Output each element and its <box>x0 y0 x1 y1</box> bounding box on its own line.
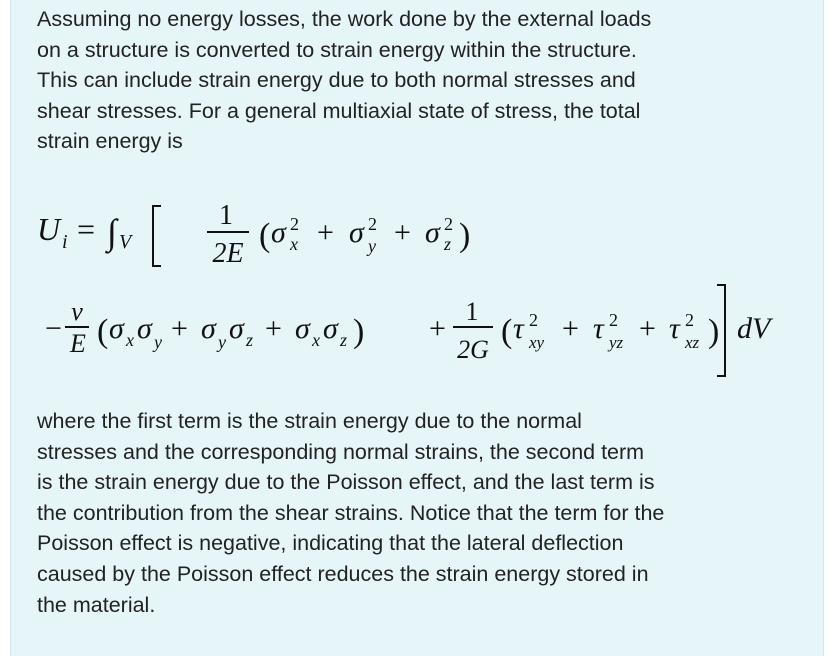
text-line: shear stresses. For a general multiaxial state of stress, the total <box>37 98 641 123</box>
plus-op: + <box>394 216 411 249</box>
intro-paragraph <box>37 4 807 157</box>
subscript: z <box>340 330 348 350</box>
subscript: y <box>154 332 162 352</box>
tau-xz-sub: xz <box>685 333 700 352</box>
plus-op: + <box>562 312 579 345</box>
term2-sign: − <box>45 312 62 345</box>
strain-energy-equation <box>11 180 825 390</box>
tau-xz-sup: 2 <box>685 310 694 330</box>
integral-sign: ∫ <box>107 212 117 252</box>
subscript: x <box>126 330 134 350</box>
text-line: strain energy is <box>37 129 183 154</box>
paren-close: ) <box>353 313 365 350</box>
eq-equals: = <box>77 211 96 247</box>
term1-denominator: 2E <box>212 238 244 269</box>
integral-subscript: V <box>119 231 132 253</box>
tau-xy-sub: xy <box>529 333 545 352</box>
text-line: where the first term is the strain energy due to the normal <box>37 409 582 433</box>
tau-yz-sup: 2 <box>609 310 618 330</box>
plus-op: + <box>265 312 282 345</box>
paren-open: ( <box>259 217 271 254</box>
text-line: on a structure is converted to strain energy within the structure. <box>37 37 637 62</box>
paren-open: ( <box>501 313 513 350</box>
differential-dv: dV <box>737 312 771 345</box>
paren-close: ) <box>708 313 720 350</box>
explanation-paragraph <box>37 406 807 620</box>
term1-numerator: 1 <box>219 200 233 231</box>
text-line: the contribution from the shear strains. Notice that the term for the <box>37 500 665 525</box>
sigma: σ <box>109 312 124 345</box>
sigma-y: σ <box>349 216 364 249</box>
text-line: caused by the Poisson effect reduces the strain energy stored in <box>37 561 649 586</box>
paren-close: ) <box>459 217 471 254</box>
text-line: Poisson effect is negative, indicating that the lateral deflection <box>37 531 624 556</box>
text-line: Assuming no energy losses, the work done by the external loads <box>37 7 652 31</box>
text-line: the material. <box>37 592 156 617</box>
sigma: σ <box>295 312 310 345</box>
text-line: stresses and the corresponding normal strains, the second term <box>37 439 645 464</box>
sigma-y-sup: 2 <box>368 214 377 234</box>
subscript: z <box>246 330 254 350</box>
tau-xy-sup: 2 <box>529 310 538 330</box>
sigma-x-sub: x <box>290 234 298 254</box>
plus-op: + <box>171 312 188 345</box>
sigma-x: σ <box>271 216 286 249</box>
term3-sign: + <box>429 312 446 345</box>
plus-op: + <box>639 312 656 345</box>
tau-xy: τ <box>513 312 524 345</box>
subscript: y <box>218 332 226 352</box>
sigma-x-sup: 2 <box>290 214 299 234</box>
term2-numerator: ν <box>71 297 83 326</box>
paren-open: ( <box>97 313 109 350</box>
sigma: σ <box>323 312 338 345</box>
left-bracket <box>153 206 161 266</box>
content-panel <box>10 0 824 656</box>
eq-lhs-sub: i <box>62 231 68 253</box>
sigma-y-sub: y <box>368 236 376 256</box>
plus-op: + <box>317 216 334 249</box>
sigma: σ <box>137 312 152 345</box>
tau-xz: τ <box>669 312 680 345</box>
sigma-z-sup: 2 <box>444 214 453 234</box>
subscript: x <box>312 330 320 350</box>
text-line: is the strain energy due to the Poisson effect, and the last term is <box>37 470 655 495</box>
term3-numerator: 1 <box>465 297 479 326</box>
tau-yz-sub: yz <box>609 333 624 352</box>
tau-yz: τ <box>593 312 604 345</box>
eq-lhs: U <box>37 211 61 247</box>
sigma: σ <box>201 312 216 345</box>
term2-denominator: E <box>70 329 86 358</box>
term3-denominator: 2G <box>457 335 489 364</box>
sigma: σ <box>229 312 244 345</box>
sigma-z: σ <box>425 216 440 249</box>
sigma-z-sub: z <box>444 234 452 254</box>
text-line: This can include strain energy due to both normal stresses and <box>37 68 636 93</box>
